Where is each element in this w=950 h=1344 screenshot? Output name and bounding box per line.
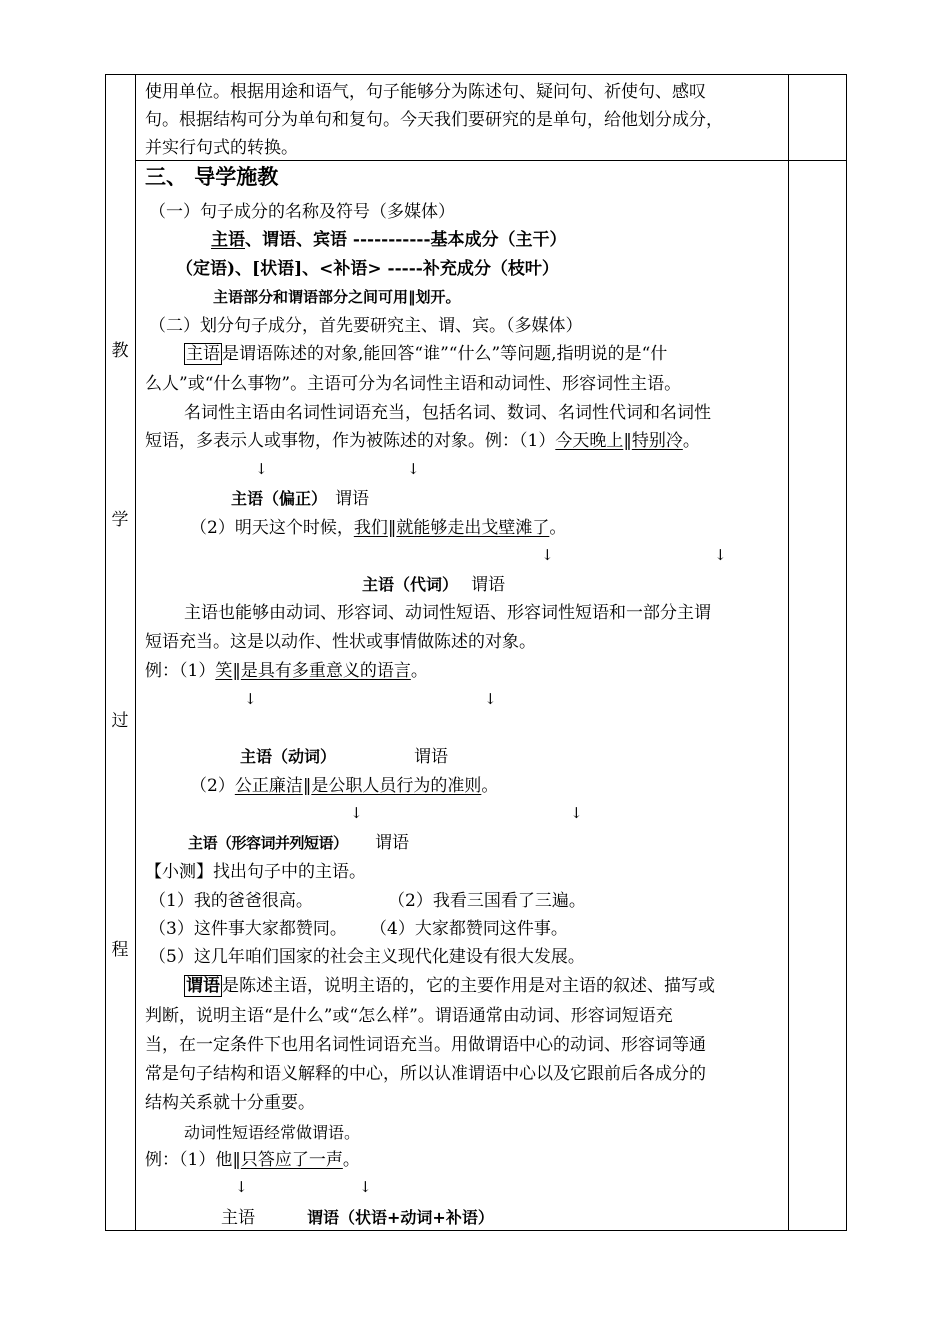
verbal-subject-line2: 短语充当。这是以动作、性状或事情做陈述的对象。 <box>145 632 536 652</box>
subject-def-line1: 主语 是谓语陈述的对象,能回答“谁”“什么”等问题,指明说的是“什 <box>186 344 668 364</box>
arrow-down-icon: ↓ <box>350 804 363 822</box>
arrow-down-icon: ↓ <box>359 1178 372 1196</box>
example-predicate: 是具有多重意义的语言 <box>240 661 411 681</box>
arrow-down-icon: ↓ <box>570 804 583 822</box>
separator-note: 主语部分和谓语部分之间可用‖划开。 <box>213 288 461 306</box>
quiz-item: （5）这几年咱们国家的社会主义现代化建设有很大发展。 <box>149 947 585 967</box>
example-predicate: 只答应了一声 <box>240 1150 343 1170</box>
arrow-down-icon: ↓ <box>244 690 257 708</box>
intro-line: 使用单位。根据用途和语气，句子能够分为陈述句、疑问句、祈使句、感叹 <box>145 82 706 102</box>
part2-title: （二）划分句子成分，首先要研究主、谓、宾。（多媒体） <box>149 316 583 336</box>
part1-title: （一）句子成分的名称及符号（多媒体） <box>149 202 455 222</box>
predicate-def-line5: 结构关系就十分重要。 <box>145 1093 315 1113</box>
phrase-note: 动词性短语经常做谓语。 <box>184 1123 361 1142</box>
label-subject: 主语 <box>221 1208 255 1228</box>
label-predicate: 谓语（状语+动词+补语） <box>307 1208 494 1227</box>
arrow-down-icon: ↓ <box>407 460 420 478</box>
side-label-guo: 过 <box>111 711 129 731</box>
quiz-item: （2）我看三国看了三遍。 <box>388 891 586 911</box>
quiz-item: （4）大家都赞同这件事。 <box>370 919 568 939</box>
label-subject: 主语（形容词并列短语） <box>188 834 348 852</box>
label-subject: 主语（偏正） <box>231 489 328 508</box>
intro-line: 句。根据结构可分为单句和复句。今天我们要研究的是单句，给他划分成分， <box>145 110 723 130</box>
predicate-def-line1: 谓语 是陈述主语，说明主语的，它的主要作用是对主语的叙述、描写或 <box>186 976 715 996</box>
example-predicate: 是公职人员行为的准则 <box>311 776 482 796</box>
side-label-xue: 学 <box>111 510 129 530</box>
example-subject: 今天晚上 <box>555 431 624 451</box>
side-label-cheng: 程 <box>111 940 129 960</box>
section-title: 三、 导学施教 <box>145 165 279 189</box>
subject-box-label: 主语 <box>186 344 220 364</box>
noun-subject-line2: 短语，多表示人或事物，作为被陈述的对象。例：（1）今天晚上‖特别冷。 <box>145 431 700 451</box>
verbal-subject-line1: 主语也能够由动词、形容词、动词性短语、形容词性短语和一部分主谓 <box>184 603 711 623</box>
row-divider <box>135 160 847 161</box>
arrow-down-icon: ↓ <box>255 460 268 478</box>
label-predicate: 谓语 <box>335 489 369 509</box>
noun-subject-line1: 名词性主语由名词性词语充当，包括名词、数词、名词性代词和名词性 <box>184 403 711 423</box>
predicate-box-label: 谓语 <box>186 976 220 996</box>
column-divider-right <box>788 74 789 1231</box>
label-predicate: 谓语 <box>471 575 505 595</box>
example-2: （2）明天这个时候，我们‖就能够走出戈壁滩了。 <box>190 518 567 538</box>
arrow-down-icon: ↓ <box>235 1178 248 1196</box>
arrow-down-icon: ↓ <box>541 546 554 564</box>
label-predicate: 谓语 <box>414 747 448 767</box>
column-divider-left <box>135 74 136 1231</box>
basic-components <box>211 232 567 249</box>
predicate-example: 例：（1）他‖只答应了一声。 <box>145 1150 360 1170</box>
label-predicate: 谓语 <box>375 833 409 853</box>
predicate-def-line2: 判断，说明主语“是什么”或“怎么样”。谓语通常由动词、形容词短语充 <box>145 1006 673 1026</box>
example-subject: 笑 <box>215 661 233 681</box>
example-3: 例：（1）笑‖是具有多重意义的语言。 <box>145 661 428 681</box>
quiz-item: （3）这件事大家都赞同。 <box>149 919 347 939</box>
label-subject: 主语（动词） <box>240 747 337 766</box>
example-subject: 我们 <box>353 518 388 538</box>
example-subject: 公正廉洁 <box>234 776 303 796</box>
arrow-down-icon: ↓ <box>714 546 727 564</box>
quiz-item: （1）我的爸爸很高。 <box>149 891 313 911</box>
intro-line: 并实行句式的转换。 <box>145 138 298 158</box>
predicate-def-line3: 当，在一定条件下也用名词性词语充当。用做谓语中心的动词、形容词等通 <box>145 1035 706 1055</box>
side-label-jiao: 教 <box>111 341 129 361</box>
extra-components: （定语)、[状语]、<补语> -----补充成分（枝叶） <box>176 259 559 279</box>
quiz-title: 【小测】找出句子中的主语。 <box>145 862 366 882</box>
basic-rest: 、谓语、宾语 -----------基本成分（主干） <box>245 230 567 250</box>
example-4: （2）公正廉洁‖是公职人员行为的准则。 <box>190 776 499 796</box>
label-subject: 主语（代词） <box>362 575 459 594</box>
example-predicate: 就能够走出戈壁滩了 <box>396 518 550 538</box>
example-predicate: 特别冷 <box>631 431 683 451</box>
basic-subject: 主语 <box>211 230 245 250</box>
predicate-def-line4: 常是句子结构和语义解释的中心，所以认准谓语中心以及它跟前后各成分的 <box>145 1064 706 1084</box>
subject-def-line2: 么人”或“什么事物”。主语可分为名词性主语和动词性、形容词性主语。 <box>145 374 682 394</box>
arrow-down-icon: ↓ <box>484 690 497 708</box>
